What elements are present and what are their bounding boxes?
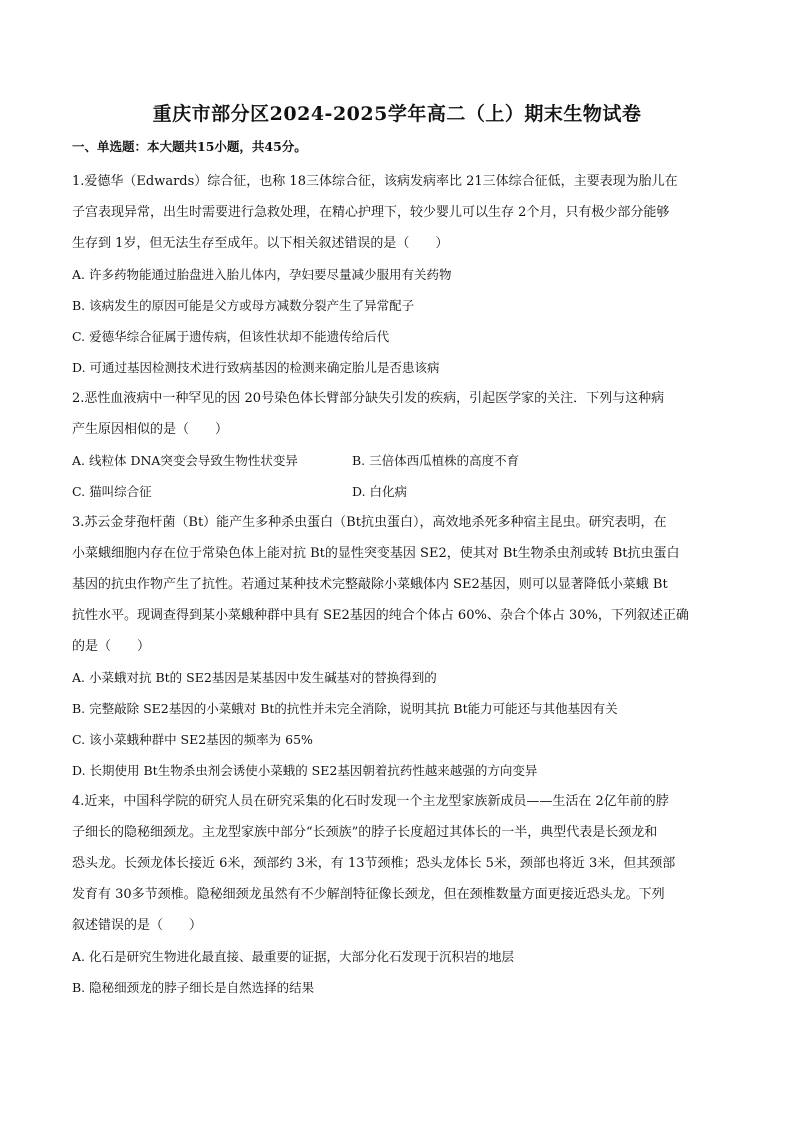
question-stem-line: 2.恶性血液病中一种罕见的因 20号染色体长臂部分缺失引发的疾病，引起医学家的关注．下列与这种病 xyxy=(72,391,665,406)
question-3 xyxy=(72,507,722,786)
section-header: 一、单选题：本大题共15小题，共45分。 xyxy=(72,139,307,154)
option-c: C. 爱德华综合征属于遗传病，但该性状却不能遗传给后代 xyxy=(72,329,390,344)
option-b: B. 该病发生的原因可能是父方或母方减数分裂产生了异常配子 xyxy=(72,298,415,313)
question-stem-line: 恐头龙。长颈龙体长接近 6米，颈部约 3米，有 13节颈椎；恐头龙体长 5米，颈部也将近 3米，但其颈部 xyxy=(72,856,676,871)
exam-page xyxy=(72,100,722,1003)
option-a: A. 许多药物能通过胎盘进入胎儿体内，孕妇要尽量减少服用有关药物 xyxy=(72,267,452,282)
question-stem-line: 3.苏云金芽孢杆菌（Bt）能产生多种杀虫蛋白（Bt抗虫蛋白），高效地杀死多种宿主昆虫。研究表明，在 xyxy=(72,515,667,530)
question-4 xyxy=(72,786,722,1003)
question-stem-line: 发育有 30多节颈椎。隐秘细颈龙虽然有不少解剖特征像长颈龙，但在颈椎数量方面更接近恐头龙。下列 xyxy=(72,887,665,902)
question-stem-line: 抗性水平。现调查得到某小菜蛾种群中具有 SE2基因的纯合个体占 60%、杂合个体占 30%，下列叙述正确 xyxy=(72,608,689,623)
question-stem-line: 产生原因相似的是（ ） xyxy=(72,422,229,437)
question-2 xyxy=(72,383,722,507)
option-b: B. 完整敲除 SE2基因的小菜蛾对 Bt的抗性并未完全消除，说明其抗 Bt能力可能还与其他基因有关 xyxy=(72,701,618,716)
option-b: B. 隐秘细颈龙的脖子细长是自然选择的结果 xyxy=(72,980,315,995)
question-stem-line: 生存到 1岁，但无法生存至成年。以下相关叙述错误的是（ ） xyxy=(72,236,449,251)
question-stem-line: 子宫表现异常，出生时需要进行急救处理，在精心护理下，较少婴儿可以生存 2个月，只有极少部分能够 xyxy=(72,205,670,220)
option-a: A. 化石是研究生物进化最直接、最重要的证据，大部分化石发现于沉积岩的地层 xyxy=(72,949,514,964)
option-a: A. 小菜蛾对抗 Bt的 SE2基因是某基因中发生碱基对的替换得到的 xyxy=(72,670,437,685)
option-c: C. 该小菜蛾种群中 SE2基因的频率为 65% xyxy=(72,732,313,747)
question-stem-line: 的是（ ） xyxy=(72,639,151,654)
question-stem-line: 基因的抗虫作物产生了抗性。若通过某种技术完整敲除小菜蛾体内 SE2基因，则可以显著降低小菜蛾 Bt xyxy=(72,577,668,592)
option-row xyxy=(72,476,722,507)
option-a: A. 线粒体 DNA突变会导致生物性状变异 xyxy=(72,453,298,468)
option-d: D. 白化病 xyxy=(352,484,408,499)
option-b: B. 三倍体西瓜植株的高度不育 xyxy=(352,453,520,468)
question-stem-line: 子细长的隐秘细颈龙。主龙型家族中部分“长颈族”的脖子长度超过其体长的一半，典型代表是长颈龙和 xyxy=(72,825,658,840)
option-row xyxy=(72,445,722,476)
exam-title: 重庆市部分区2024-2025学年高二（上）期末生物试卷 xyxy=(152,103,642,125)
question-stem-line: 4.近来，中国科学院的研究人员在研究采集的化石时发现一个主龙型家族新成员——生活在 2亿年前的脖 xyxy=(72,794,669,809)
option-d: D. 长期使用 Bt生物杀虫剂会诱使小菜蛾的 SE2基因朝着抗药性越来越强的方向变异 xyxy=(72,763,538,778)
option-c: C. 猫叫综合征 xyxy=(72,484,152,499)
option-d: D. 可通过基因检测技术进行致病基因的检测来确定胎儿是否患该病 xyxy=(72,360,440,375)
question-stem-line: 叙述错误的是（ ） xyxy=(72,918,203,933)
question-stem-line: 小菜蛾细胞内存在位于常染色体上能对抗 Bt的显性突变基因 SE2，使其对 Bt生物杀虫剂或转 Bt抗虫蛋白 xyxy=(72,546,680,561)
question-stem-line: 1.爱德华（Edwards）综合征，也称 18三体综合征，该病发病率比 21三体综合征低，主要表现为胎儿在 xyxy=(72,174,678,189)
question-1 xyxy=(72,166,722,383)
